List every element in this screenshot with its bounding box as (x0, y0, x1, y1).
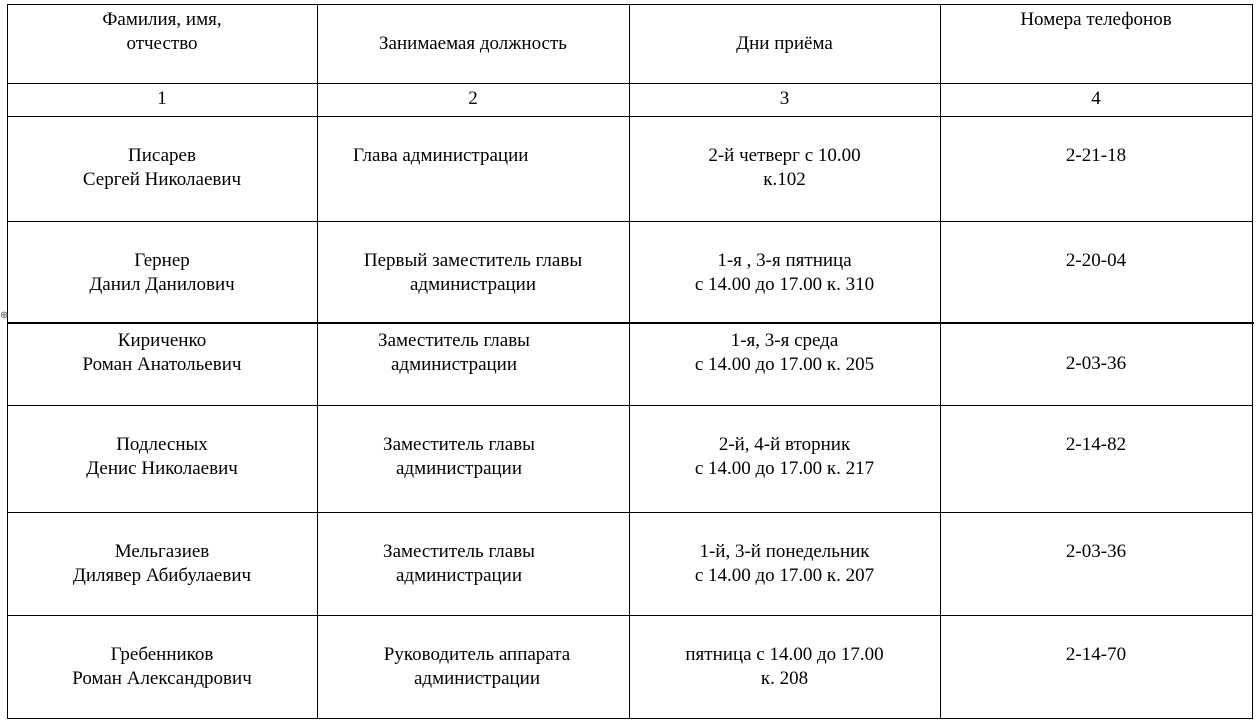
phone-number: 2-14-82 (1065, 434, 1127, 455)
cell-position (317, 144, 629, 168)
cell-position (303, 540, 615, 588)
position-line: администрации (395, 565, 523, 586)
column-number-text: 4 (1091, 88, 1101, 109)
days-line: 1-я, 3-я среда (730, 330, 839, 351)
header-cell-position (317, 32, 629, 56)
days-line: к. 208 (760, 668, 809, 689)
column-number-text: 2 (468, 88, 478, 109)
table-row-divider (7, 221, 1253, 222)
days-line: с 14.00 до 17.00 к. 217 (694, 458, 875, 479)
cell-name (7, 144, 317, 192)
position-line: Первый заместитель главы (363, 250, 583, 271)
header-cell-phone (940, 8, 1252, 32)
surname: Кириченко (117, 330, 207, 351)
cell-days (629, 643, 940, 691)
cell-position (321, 643, 633, 691)
cell-phone (940, 433, 1252, 457)
position-line: Заместитель главы (378, 330, 530, 351)
position-line: Заместитель главы (383, 434, 535, 455)
phone-number: 2-03-36 (1065, 353, 1127, 374)
cell-name (7, 540, 317, 588)
position-line: администрации (409, 274, 537, 295)
column-number-text: 1 (157, 88, 167, 109)
header-days-text: Дни приёма (736, 33, 833, 54)
given-names: Денис Николаевич (86, 458, 238, 479)
cell-position (298, 329, 610, 377)
days-line: с 14.00 до 17.00 к. 205 (694, 354, 875, 375)
table-row-divider (7, 116, 1253, 117)
position-line: Заместитель главы (383, 541, 535, 562)
given-names: Роман Александрович (72, 668, 252, 689)
days-line: с 14.00 до 17.00 к. 207 (694, 565, 875, 586)
table-border-top (7, 4, 1253, 5)
given-names: Дилявер Абибулаевич (72, 565, 252, 586)
cell-phone (940, 144, 1252, 168)
surname: Писарев (128, 145, 196, 166)
phone-number: 2-03-36 (1065, 541, 1127, 562)
phone-number: 2-21-18 (1065, 145, 1127, 166)
days-line: с 14.00 до 17.00 к. 310 (694, 274, 875, 295)
given-names: Сергей Николаевич (82, 169, 242, 190)
column-number-text: 3 (779, 88, 790, 109)
position-line: администрации (413, 668, 541, 689)
header-name-line: отчество (126, 33, 198, 54)
cell-days (629, 433, 940, 481)
cell-phone (940, 249, 1252, 273)
table-row-divider (7, 83, 1253, 84)
days-line: к.102 (763, 169, 806, 190)
column-number (629, 87, 940, 111)
given-names: Данил Данилович (89, 274, 235, 295)
days-line: 1-й, 3-й понедельник (699, 541, 870, 562)
position-line: Глава администрации (353, 145, 529, 166)
cell-days (629, 540, 940, 588)
move-handle-icon[interactable]: ⊕ (0, 310, 9, 321)
surname: Гребенников (110, 644, 214, 665)
position-line: Руководитель аппарата (383, 644, 571, 665)
days-line: 2-й, 4-й вторник (718, 434, 851, 455)
column-number (940, 87, 1252, 111)
cell-position (317, 249, 629, 297)
position-line: администрации (395, 458, 523, 479)
table-border-right (1252, 4, 1253, 718)
table-row-divider (7, 615, 1253, 616)
cell-position (303, 433, 615, 481)
table-row-divider (7, 322, 1254, 324)
cell-days (629, 144, 940, 192)
cell-days (629, 249, 940, 297)
phone-number: 2-20-04 (1065, 250, 1127, 271)
days-line: 2-й четверг с 10.00 (708, 145, 861, 166)
table-border-bottom (7, 718, 1253, 719)
header-cell-days (629, 32, 940, 56)
cell-days (629, 329, 940, 377)
cell-name (7, 249, 317, 297)
cell-phone (940, 352, 1252, 376)
days-line: пятница с 14.00 до 17.00 (685, 644, 884, 665)
surname: Гернер (134, 250, 190, 271)
cell-name (7, 329, 317, 377)
surname: Подлесных (116, 434, 208, 455)
position-line: администрации (390, 354, 518, 375)
phone-number: 2-14-70 (1065, 644, 1127, 665)
column-number (317, 87, 629, 111)
cell-phone (940, 643, 1252, 667)
header-name-line: Фамилия, имя, (102, 9, 222, 30)
surname: Мельгазиев (114, 541, 210, 562)
header-cell-name (7, 8, 317, 56)
table-row-divider (7, 405, 1253, 406)
header-position-text: Занимаемая должность (379, 33, 567, 54)
days-line: 1-я , 3-я пятница (717, 250, 852, 271)
given-names: Роман Анатольевич (82, 354, 242, 375)
cell-name (7, 433, 317, 481)
header-phone-text: Номера телефонов (1020, 9, 1172, 30)
column-number (7, 87, 317, 111)
cell-name (7, 643, 317, 691)
cell-phone (940, 540, 1252, 564)
table-row-divider (7, 512, 1253, 513)
